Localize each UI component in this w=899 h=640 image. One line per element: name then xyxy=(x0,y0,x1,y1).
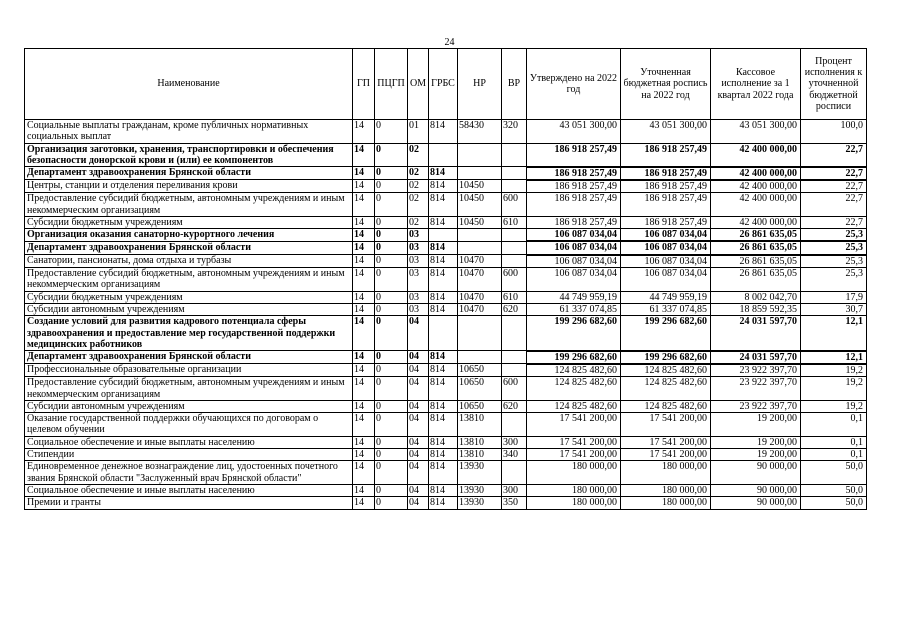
cell-approved: 186 918 257,49 xyxy=(527,216,621,228)
cell-name: Социальное обеспечение и иные выплаты населению xyxy=(25,436,353,448)
header-refined: Уточненная бюджетная роспись на 2022 год xyxy=(621,49,711,120)
header-om: ОМ xyxy=(408,49,429,120)
cell-approved: 124 825 482,60 xyxy=(527,377,621,401)
cell-ppgp: 0 xyxy=(375,484,408,496)
cell-refined: 106 087 034,04 xyxy=(621,229,711,242)
cell-np: 10470 xyxy=(458,303,502,315)
cell-approved: 106 087 034,04 xyxy=(527,241,621,254)
cell-refined: 17 541 200,00 xyxy=(621,436,711,448)
cell-cash: 8 002 042,70 xyxy=(711,291,801,303)
cell-vr: 350 xyxy=(502,497,527,509)
cell-np: 13810 xyxy=(458,413,502,437)
cell-cash: 26 861 635,05 xyxy=(711,255,801,268)
cell-approved: 180 000,00 xyxy=(527,484,621,496)
table-row xyxy=(25,255,867,268)
cell-ppgp: 0 xyxy=(375,497,408,509)
cell-cash: 19 200,00 xyxy=(711,449,801,461)
header-row xyxy=(25,49,867,120)
cell-om: 04 xyxy=(408,351,429,364)
cell-cash: 42 400 000,00 xyxy=(711,216,801,228)
cell-refined: 199 296 682,60 xyxy=(621,316,711,351)
table-row xyxy=(25,180,867,193)
cell-approved: 17 541 200,00 xyxy=(527,449,621,461)
cell-ppgp: 0 xyxy=(375,216,408,228)
cell-np: 13930 xyxy=(458,497,502,509)
cell-approved: 186 918 257,49 xyxy=(527,193,621,217)
cell-ppgp: 0 xyxy=(375,255,408,268)
cell-cash: 23 922 397,70 xyxy=(711,377,801,401)
table-row xyxy=(25,193,867,217)
cell-om: 02 xyxy=(408,180,429,193)
table-row xyxy=(25,497,867,509)
cell-cash: 24 031 597,70 xyxy=(711,351,801,364)
cell-refined: 186 918 257,49 xyxy=(621,167,711,180)
cell-approved: 106 087 034,04 xyxy=(527,255,621,268)
cell-name: Премии и гранты xyxy=(25,497,353,509)
cell-ppgp: 0 xyxy=(375,193,408,217)
cell-vr: 620 xyxy=(502,303,527,315)
cell-np: 13930 xyxy=(458,484,502,496)
cell-ppgp: 0 xyxy=(375,167,408,180)
cell-np xyxy=(458,167,502,180)
table-row xyxy=(25,120,867,144)
cell-ppgp: 0 xyxy=(375,291,408,303)
table-row xyxy=(25,364,867,377)
cell-gp: 14 xyxy=(353,413,375,437)
cell-grbs: 814 xyxy=(429,449,458,461)
cell-vr xyxy=(502,351,527,364)
cell-refined: 43 051 300,00 xyxy=(621,120,711,144)
cell-percent: 50,0 xyxy=(801,484,867,496)
cell-name: Департамент здравоохранения Брянской области xyxy=(25,241,353,254)
cell-refined: 180 000,00 xyxy=(621,497,711,509)
cell-grbs: 814 xyxy=(429,377,458,401)
cell-name: Социальное обеспечение и иные выплаты населению xyxy=(25,484,353,496)
cell-gp: 14 xyxy=(353,120,375,144)
cell-name: Департамент здравоохранения Брянской области xyxy=(25,351,353,364)
cell-percent: 22,7 xyxy=(801,143,867,167)
cell-name: Социальные выплаты гражданам, кроме публичных нормативных социальных выплат xyxy=(25,120,353,144)
cell-np: 10450 xyxy=(458,216,502,228)
table-row xyxy=(25,167,867,180)
cell-vr: 600 xyxy=(502,377,527,401)
cell-grbs: 814 xyxy=(429,241,458,254)
cell-approved: 17 541 200,00 xyxy=(527,413,621,437)
cell-vr: 600 xyxy=(502,268,527,292)
table-row xyxy=(25,351,867,364)
cell-om: 04 xyxy=(408,377,429,401)
cell-om: 03 xyxy=(408,255,429,268)
cell-name: Субсидии автономным учреждениям xyxy=(25,303,353,315)
cell-grbs: 814 xyxy=(429,497,458,509)
cell-om: 04 xyxy=(408,484,429,496)
cell-name: Стипендии xyxy=(25,449,353,461)
cell-ppgp: 0 xyxy=(375,461,408,485)
cell-vr: 610 xyxy=(502,291,527,303)
cell-percent: 0,1 xyxy=(801,436,867,448)
cell-gp: 14 xyxy=(353,268,375,292)
table-row xyxy=(25,400,867,412)
cell-ppgp: 0 xyxy=(375,316,408,351)
cell-name: Профессиональные образовательные организации xyxy=(25,364,353,377)
cell-gp: 14 xyxy=(353,291,375,303)
cell-percent: 12,1 xyxy=(801,351,867,364)
cell-name: Предоставление субсидий бюджетным, автономным учреждениям и иным некоммерческим организациям xyxy=(25,377,353,401)
cell-vr: 340 xyxy=(502,449,527,461)
cell-cash: 26 861 635,05 xyxy=(711,241,801,254)
cell-vr: 300 xyxy=(502,436,527,448)
cell-percent: 50,0 xyxy=(801,461,867,485)
cell-np: 10450 xyxy=(458,180,502,193)
cell-gp: 14 xyxy=(353,167,375,180)
cell-om: 01 xyxy=(408,120,429,144)
cell-vr: 300 xyxy=(502,484,527,496)
cell-ppgp: 0 xyxy=(375,303,408,315)
cell-ppgp: 0 xyxy=(375,400,408,412)
table-row xyxy=(25,316,867,351)
cell-refined: 106 087 034,04 xyxy=(621,268,711,292)
cell-name: Создание условий для развития кадрового потенциала сферы здравоохранения и предоставление мер государственной поддержки медицинских работников xyxy=(25,316,353,351)
cell-grbs: 814 xyxy=(429,413,458,437)
cell-vr: 610 xyxy=(502,216,527,228)
cell-percent: 19,2 xyxy=(801,377,867,401)
cell-vr xyxy=(502,461,527,485)
cell-np xyxy=(458,316,502,351)
cell-ppgp: 0 xyxy=(375,180,408,193)
cell-np: 10470 xyxy=(458,291,502,303)
cell-percent: 0,1 xyxy=(801,449,867,461)
cell-np: 10650 xyxy=(458,364,502,377)
cell-np: 10470 xyxy=(458,255,502,268)
cell-vr xyxy=(502,241,527,254)
cell-gp: 14 xyxy=(353,484,375,496)
cell-np: 10650 xyxy=(458,377,502,401)
cell-vr xyxy=(502,316,527,351)
cell-ppgp: 0 xyxy=(375,377,408,401)
page-number: 24 xyxy=(444,37,455,48)
cell-vr xyxy=(502,229,527,242)
cell-gp: 14 xyxy=(353,364,375,377)
cell-approved: 199 296 682,60 xyxy=(527,316,621,351)
cell-ppgp: 0 xyxy=(375,241,408,254)
cell-gp: 14 xyxy=(353,400,375,412)
cell-grbs xyxy=(429,316,458,351)
cell-om: 04 xyxy=(408,436,429,448)
cell-grbs: 814 xyxy=(429,180,458,193)
cell-cash: 42 400 000,00 xyxy=(711,167,801,180)
cell-om: 02 xyxy=(408,216,429,228)
header-grbs: ГРБС xyxy=(429,49,458,120)
cell-approved: 43 051 300,00 xyxy=(527,120,621,144)
cell-gp: 14 xyxy=(353,241,375,254)
header-np: НР xyxy=(458,49,502,120)
cell-percent: 19,2 xyxy=(801,400,867,412)
cell-om: 04 xyxy=(408,497,429,509)
table-row xyxy=(25,216,867,228)
cell-percent: 100,0 xyxy=(801,120,867,144)
cell-name: Организация оказания санаторно-курортного лечения xyxy=(25,229,353,242)
cell-ppgp: 0 xyxy=(375,351,408,364)
table-row xyxy=(25,241,867,254)
cell-refined: 106 087 034,04 xyxy=(621,241,711,254)
cell-ppgp: 0 xyxy=(375,449,408,461)
header-name: Наименование xyxy=(25,49,353,120)
cell-grbs: 814 xyxy=(429,167,458,180)
cell-name: Организация заготовки, хранения, транспортировки и обеспечения безопасности донорской крови и (или) ее компонентов xyxy=(25,143,353,167)
cell-om: 02 xyxy=(408,167,429,180)
cell-ppgp: 0 xyxy=(375,120,408,144)
cell-refined: 44 749 959,19 xyxy=(621,291,711,303)
cell-name: Департамент здравоохранения Брянской области xyxy=(25,167,353,180)
cell-grbs: 814 xyxy=(429,461,458,485)
cell-approved: 180 000,00 xyxy=(527,461,621,485)
cell-refined: 186 918 257,49 xyxy=(621,193,711,217)
cell-cash: 90 000,00 xyxy=(711,497,801,509)
cell-np xyxy=(458,351,502,364)
cell-vr xyxy=(502,413,527,437)
table-row xyxy=(25,268,867,292)
header-approved: Утверждено на 2022 год xyxy=(527,49,621,120)
header-gp: ГП xyxy=(353,49,375,120)
cell-approved: 124 825 482,60 xyxy=(527,364,621,377)
cell-grbs: 814 xyxy=(429,364,458,377)
table-row xyxy=(25,484,867,496)
cell-gp: 14 xyxy=(353,193,375,217)
cell-cash: 90 000,00 xyxy=(711,461,801,485)
cell-om: 04 xyxy=(408,461,429,485)
cell-om: 02 xyxy=(408,193,429,217)
cell-gp: 14 xyxy=(353,216,375,228)
cell-gp: 14 xyxy=(353,497,375,509)
cell-approved: 186 918 257,49 xyxy=(527,143,621,167)
cell-percent: 22,7 xyxy=(801,216,867,228)
cell-np: 10450 xyxy=(458,193,502,217)
cell-name: Субсидии бюджетным учреждениям xyxy=(25,216,353,228)
cell-percent: 50,0 xyxy=(801,497,867,509)
cell-ppgp: 0 xyxy=(375,436,408,448)
cell-cash: 90 000,00 xyxy=(711,484,801,496)
cell-om: 03 xyxy=(408,241,429,254)
cell-cash: 24 031 597,70 xyxy=(711,316,801,351)
cell-cash: 42 400 000,00 xyxy=(711,180,801,193)
cell-grbs: 814 xyxy=(429,120,458,144)
cell-vr xyxy=(502,255,527,268)
cell-om: 03 xyxy=(408,268,429,292)
cell-om: 04 xyxy=(408,449,429,461)
cell-cash: 19 200,00 xyxy=(711,436,801,448)
cell-gp: 14 xyxy=(353,436,375,448)
cell-percent: 22,7 xyxy=(801,180,867,193)
header-ppgp: ПЦГП xyxy=(375,49,408,120)
table-row xyxy=(25,461,867,485)
cell-np xyxy=(458,229,502,242)
cell-cash: 26 861 635,05 xyxy=(711,229,801,242)
cell-percent: 22,7 xyxy=(801,193,867,217)
header-percent: Процент исполнения к уточненной бюджетной росписи xyxy=(801,49,867,120)
cell-ppgp: 0 xyxy=(375,413,408,437)
cell-refined: 61 337 074,85 xyxy=(621,303,711,315)
cell-cash: 42 400 000,00 xyxy=(711,143,801,167)
cell-cash: 26 861 635,05 xyxy=(711,268,801,292)
header-cash: Кассовое исполнение за 1 квартал 2022 года xyxy=(711,49,801,120)
cell-om: 04 xyxy=(408,364,429,377)
cell-percent: 17,9 xyxy=(801,291,867,303)
cell-vr xyxy=(502,143,527,167)
cell-om: 02 xyxy=(408,143,429,167)
cell-cash: 42 400 000,00 xyxy=(711,193,801,217)
cell-om: 04 xyxy=(408,400,429,412)
cell-percent: 25,3 xyxy=(801,255,867,268)
cell-approved: 61 337 074,85 xyxy=(527,303,621,315)
cell-gp: 14 xyxy=(353,461,375,485)
cell-percent: 22,7 xyxy=(801,167,867,180)
cell-refined: 199 296 682,60 xyxy=(621,351,711,364)
cell-grbs: 814 xyxy=(429,291,458,303)
cell-refined: 186 918 257,49 xyxy=(621,216,711,228)
cell-refined: 180 000,00 xyxy=(621,484,711,496)
cell-ppgp: 0 xyxy=(375,268,408,292)
cell-cash: 43 051 300,00 xyxy=(711,120,801,144)
cell-percent: 19,2 xyxy=(801,364,867,377)
cell-vr xyxy=(502,364,527,377)
cell-om: 04 xyxy=(408,413,429,437)
cell-ppgp: 0 xyxy=(375,143,408,167)
cell-name: Оказание государственной поддержки обучающихся по договорам о целевом обучении xyxy=(25,413,353,437)
cell-name: Единовременное денежное вознаграждение лиц, удостоенных почетного звания Брянской области "Заслуженный врач Брянской области" xyxy=(25,461,353,485)
budget-execution-table xyxy=(24,48,867,510)
cell-approved: 106 087 034,04 xyxy=(527,268,621,292)
cell-name: Предоставление субсидий бюджетным, автономным учреждениям и иным некоммерческим организациям xyxy=(25,268,353,292)
table-row xyxy=(25,413,867,437)
cell-grbs: 814 xyxy=(429,255,458,268)
cell-grbs: 814 xyxy=(429,216,458,228)
cell-gp: 14 xyxy=(353,351,375,364)
cell-refined: 186 918 257,49 xyxy=(621,180,711,193)
cell-vr: 600 xyxy=(502,193,527,217)
cell-vr: 320 xyxy=(502,120,527,144)
cell-gp: 14 xyxy=(353,180,375,193)
cell-grbs: 814 xyxy=(429,400,458,412)
cell-refined: 124 825 482,60 xyxy=(621,364,711,377)
cell-grbs: 814 xyxy=(429,268,458,292)
cell-percent: 25,3 xyxy=(801,229,867,242)
cell-approved: 199 296 682,60 xyxy=(527,351,621,364)
cell-percent: 0,1 xyxy=(801,413,867,437)
cell-om: 04 xyxy=(408,316,429,351)
cell-name: Предоставление субсидий бюджетным, автономным учреждениям и иным некоммерческим организациям xyxy=(25,193,353,217)
cell-grbs: 814 xyxy=(429,436,458,448)
cell-grbs: 814 xyxy=(429,193,458,217)
cell-grbs: 814 xyxy=(429,303,458,315)
cell-approved: 186 918 257,49 xyxy=(527,180,621,193)
cell-grbs: 814 xyxy=(429,351,458,364)
header-vr: ВР xyxy=(502,49,527,120)
cell-gp: 14 xyxy=(353,143,375,167)
table-row xyxy=(25,377,867,401)
cell-np: 10470 xyxy=(458,268,502,292)
cell-om: 03 xyxy=(408,291,429,303)
table-body xyxy=(25,120,867,510)
cell-refined: 106 087 034,04 xyxy=(621,255,711,268)
table-row xyxy=(25,143,867,167)
cell-refined: 17 541 200,00 xyxy=(621,413,711,437)
cell-vr: 620 xyxy=(502,400,527,412)
cell-percent: 12,1 xyxy=(801,316,867,351)
cell-gp: 14 xyxy=(353,255,375,268)
cell-gp: 14 xyxy=(353,229,375,242)
cell-name: Субсидии автономным учреждениям xyxy=(25,400,353,412)
cell-refined: 124 825 482,60 xyxy=(621,377,711,401)
table-row xyxy=(25,291,867,303)
cell-gp: 14 xyxy=(353,316,375,351)
cell-np: 10650 xyxy=(458,400,502,412)
cell-name: Субсидии бюджетным учреждениям xyxy=(25,291,353,303)
table-header xyxy=(25,49,867,120)
cell-cash: 23 922 397,70 xyxy=(711,400,801,412)
cell-gp: 14 xyxy=(353,303,375,315)
cell-approved: 106 087 034,04 xyxy=(527,229,621,242)
cell-refined: 124 825 482,60 xyxy=(621,400,711,412)
table-row xyxy=(25,229,867,242)
cell-approved: 44 749 959,19 xyxy=(527,291,621,303)
cell-refined: 180 000,00 xyxy=(621,461,711,485)
cell-om: 03 xyxy=(408,303,429,315)
cell-grbs xyxy=(429,143,458,167)
cell-percent: 25,3 xyxy=(801,268,867,292)
cell-np: 13810 xyxy=(458,436,502,448)
cell-cash: 23 922 397,70 xyxy=(711,364,801,377)
cell-gp: 14 xyxy=(353,449,375,461)
cell-ppgp: 0 xyxy=(375,229,408,242)
cell-np xyxy=(458,241,502,254)
cell-percent: 30,7 xyxy=(801,303,867,315)
cell-cash: 18 859 592,35 xyxy=(711,303,801,315)
cell-np: 58430 xyxy=(458,120,502,144)
cell-name: Центры, станции и отделения переливания крови xyxy=(25,180,353,193)
cell-np: 13930 xyxy=(458,461,502,485)
cell-np xyxy=(458,143,502,167)
table-row xyxy=(25,303,867,315)
cell-cash: 19 200,00 xyxy=(711,413,801,437)
table-row xyxy=(25,436,867,448)
cell-gp: 14 xyxy=(353,377,375,401)
cell-refined: 186 918 257,49 xyxy=(621,143,711,167)
cell-approved: 17 541 200,00 xyxy=(527,436,621,448)
cell-refined: 17 541 200,00 xyxy=(621,449,711,461)
cell-vr xyxy=(502,167,527,180)
cell-approved: 186 918 257,49 xyxy=(527,167,621,180)
cell-ppgp: 0 xyxy=(375,364,408,377)
cell-name: Санатории, пансионаты, дома отдыха и турбазы xyxy=(25,255,353,268)
cell-grbs: 814 xyxy=(429,484,458,496)
cell-approved: 180 000,00 xyxy=(527,497,621,509)
cell-grbs xyxy=(429,229,458,242)
table-row xyxy=(25,449,867,461)
cell-vr xyxy=(502,180,527,193)
cell-percent: 25,3 xyxy=(801,241,867,254)
cell-np: 13810 xyxy=(458,449,502,461)
cell-om: 03 xyxy=(408,229,429,242)
cell-approved: 124 825 482,60 xyxy=(527,400,621,412)
